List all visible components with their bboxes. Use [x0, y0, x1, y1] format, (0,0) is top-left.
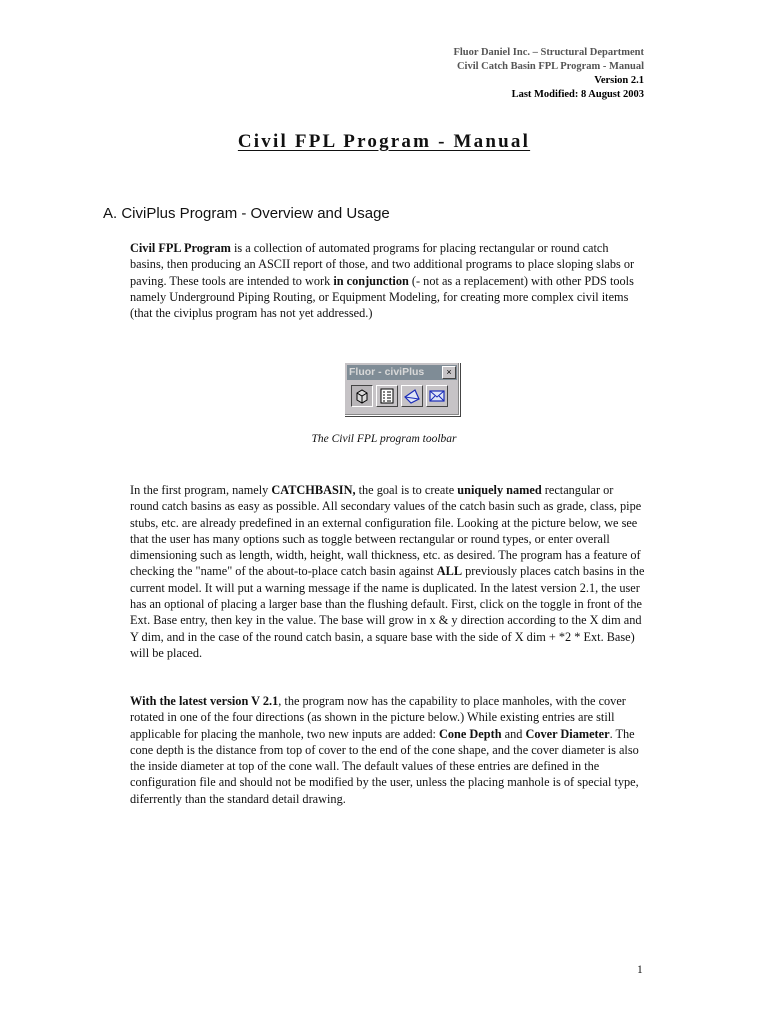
text-run: the goal is to create — [355, 483, 458, 497]
catchbasin-button[interactable] — [351, 385, 373, 407]
toolbar-titlebar[interactable] — [347, 365, 457, 380]
civiplus-toolbar — [344, 362, 460, 416]
paving-envelope-icon — [428, 387, 446, 405]
sloping-slab-icon — [403, 387, 421, 405]
report-list-icon — [378, 387, 396, 405]
bold-term: Cover Diameter — [525, 726, 610, 741]
sloping-slab-button[interactable] — [401, 385, 423, 407]
header-last-modified: Last Modified: 8 August 2003 — [511, 89, 644, 100]
toolbar-title: Fluor - civiPlus — [349, 366, 425, 378]
header-company: Fluor Daniel Inc. – Structural Department — [453, 47, 644, 58]
bold-term: ALL — [436, 564, 463, 579]
text-run: previously places catch basins in the current model. It will put a warning message if the name is duplicated. In the latest version 2.1, the user has an optional of placing a larger base than the flushing default. First, click on the toggle in front of the Ext. Base entry, then key in the value. The base will grow in x & y direction according to the X dim and Y dim, and in the case of the round catch basin, a square base with the side of X dim + *2 * Ext. Base) will be placed. — [130, 564, 645, 660]
document-title — [0, 131, 768, 153]
catch-basin-cube-icon — [353, 387, 371, 405]
bold-term: Civil FPL Program — [130, 241, 231, 255]
toolbar-caption: The Civil FPL program toolbar — [311, 433, 457, 445]
toolbar-close-button[interactable]: × — [442, 366, 456, 379]
text-run: (- not as a replacement) with other PDS tools namely Underground Piping Routing, or Equipment Modeling, for creating more complex civil items (that the civiplus program has not yet addressed.) — [130, 273, 634, 321]
header-version: Version 2.1 — [594, 75, 644, 86]
text-run: , the program now has the capability to place manholes, with the cover rotated in one of the four directions (as shown in the picture below.) While existing entries are still applicable for placing the manhole, two new inputs are added: — [130, 694, 626, 741]
page-number: 1 — [637, 964, 643, 976]
text-run: In the first program, namely — [130, 483, 272, 497]
paragraph-manholes — [130, 693, 645, 807]
paragraph-catchbasin — [130, 482, 645, 661]
bold-term: uniquely named — [457, 483, 542, 497]
report-button[interactable] — [376, 385, 398, 407]
paragraph-intro — [130, 240, 645, 321]
text-run: is a collection of automated programs for placing rectangular or round catch basins, then producing an ASCII report of those, and two additional programs to place sloping slabs or paving. These tools are intended to work — [130, 241, 635, 288]
text-run: . The cone depth is the distance from top of cover to the end of the cone shape, and the cover diameter is also the inside diameter at top of the cone wall. The default values of these entries are defined in the configuration file and should not be modified by the user, unless the placing manhole is of special type, diferrently than the standard detail drawing. — [130, 726, 639, 806]
bold-term: in conjunction — [333, 273, 409, 288]
header-manual-name: Civil Catch Basin FPL Program - Manual — [456, 61, 644, 72]
text-run: and — [501, 726, 526, 741]
section-heading: A. CiviPlus Program - Overview and Usage — [103, 205, 390, 222]
bold-term: CATCHBASIN, — [271, 483, 356, 497]
document-header — [453, 46, 644, 102]
bold-term: Cone Depth — [439, 726, 502, 741]
bold-term: With the latest version V 2.1 — [130, 694, 279, 708]
paving-button[interactable] — [426, 385, 448, 407]
text-run: rectangular or round catch basins as easy as possible. All secondary values of the catch basin such as grade, class, pipe stubs, etc. are already predefined in an external configuration file. Looking at the picture below, we see that the user has many options such as toggle between rectangular or round types, or enter overall dimensioning such as length, width, height, wall thickness, etc. as desired. The program has a feature of checking the "name" of the about-to-place catch basin against — [130, 483, 642, 579]
document-title-text: Civil FPL Program - Manual — [237, 131, 531, 152]
